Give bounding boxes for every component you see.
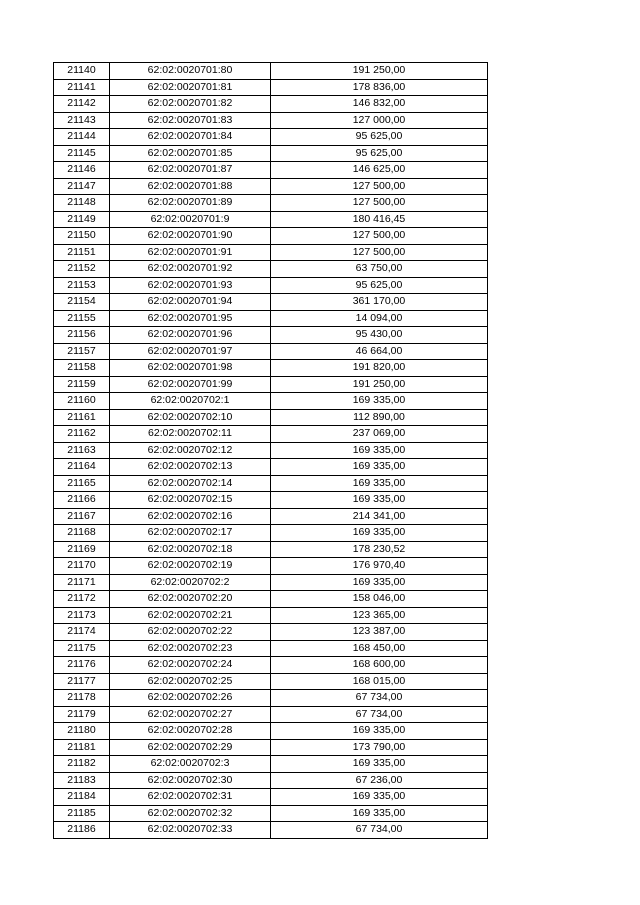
- table-row: [54, 442, 488, 459]
- row-number-cell: 21183: [54, 772, 110, 789]
- cadastral-number-cell: 62:02:0020701:83: [110, 112, 271, 129]
- cadastral-value-cell: 67 734,00: [271, 706, 488, 723]
- table-row: [54, 228, 488, 245]
- row-number-cell: 21156: [54, 327, 110, 344]
- table-row: [54, 79, 488, 96]
- table-row: [54, 162, 488, 179]
- cadastral-number-cell: 62:02:0020702:14: [110, 475, 271, 492]
- row-number-cell: 21158: [54, 360, 110, 377]
- cadastral-number-cell: 62:02:0020701:99: [110, 376, 271, 393]
- row-number-cell: 21141: [54, 79, 110, 96]
- table-row: [54, 409, 488, 426]
- cadastral-number-cell: 62:02:0020702:21: [110, 607, 271, 624]
- row-number-cell: 21165: [54, 475, 110, 492]
- row-number-cell: 21164: [54, 459, 110, 476]
- row-number-cell: 21153: [54, 277, 110, 294]
- cadastral-value-cell: 169 335,00: [271, 393, 488, 410]
- cadastral-value-cell: 169 335,00: [271, 475, 488, 492]
- cadastral-value-cell: 237 069,00: [271, 426, 488, 443]
- row-number-cell: 21176: [54, 657, 110, 674]
- table-row: [54, 426, 488, 443]
- row-number-cell: 21142: [54, 96, 110, 113]
- table-row: [54, 508, 488, 525]
- table-row: [54, 277, 488, 294]
- table-row: [54, 327, 488, 344]
- cadastral-value-cell: 63 750,00: [271, 261, 488, 278]
- cadastral-value-cell: 169 335,00: [271, 756, 488, 773]
- cadastral-value-cell: 168 600,00: [271, 657, 488, 674]
- cadastral-number-cell: 62:02:0020702:16: [110, 508, 271, 525]
- cadastral-value-cell: 178 230,52: [271, 541, 488, 558]
- cadastral-value-cell: 214 341,00: [271, 508, 488, 525]
- row-number-cell: 21184: [54, 789, 110, 806]
- table-row: [54, 360, 488, 377]
- table-row: [54, 63, 488, 80]
- table-row: [54, 145, 488, 162]
- cadastral-number-cell: 62:02:0020702:30: [110, 772, 271, 789]
- cadastral-value-cell: 169 335,00: [271, 525, 488, 542]
- cadastral-number-cell: 62:02:0020702:29: [110, 739, 271, 756]
- cadastral-value-table: [53, 62, 488, 839]
- cadastral-number-cell: 62:02:0020701:82: [110, 96, 271, 113]
- row-number-cell: 21145: [54, 145, 110, 162]
- cadastral-number-cell: 62:02:0020701:81: [110, 79, 271, 96]
- row-number-cell: 21157: [54, 343, 110, 360]
- table-row: [54, 640, 488, 657]
- table-row: [54, 591, 488, 608]
- table-row: [54, 244, 488, 261]
- row-number-cell: 21152: [54, 261, 110, 278]
- cadastral-number-cell: 62:02:0020702:23: [110, 640, 271, 657]
- cadastral-value-cell: 67 734,00: [271, 690, 488, 707]
- cadastral-number-cell: 62:02:0020701:87: [110, 162, 271, 179]
- table-row: [54, 706, 488, 723]
- row-number-cell: 21185: [54, 805, 110, 822]
- row-number-cell: 21170: [54, 558, 110, 575]
- cadastral-value-cell: 127 500,00: [271, 228, 488, 245]
- cadastral-value-cell: 169 335,00: [271, 789, 488, 806]
- row-number-cell: 21167: [54, 508, 110, 525]
- cadastral-value-cell: 191 250,00: [271, 376, 488, 393]
- cadastral-number-cell: 62:02:0020701:80: [110, 63, 271, 80]
- table-row: [54, 624, 488, 641]
- cadastral-number-cell: 62:02:0020702:11: [110, 426, 271, 443]
- cadastral-value-cell: 173 790,00: [271, 739, 488, 756]
- cadastral-value-cell: 146 832,00: [271, 96, 488, 113]
- cadastral-number-cell: 62:02:0020701:97: [110, 343, 271, 360]
- cadastral-value-cell: 67 236,00: [271, 772, 488, 789]
- table-row: [54, 657, 488, 674]
- cadastral-number-cell: 62:02:0020701:96: [110, 327, 271, 344]
- row-number-cell: 21148: [54, 195, 110, 212]
- table-row: [54, 310, 488, 327]
- row-number-cell: 21144: [54, 129, 110, 146]
- cadastral-value-cell: 146 625,00: [271, 162, 488, 179]
- cadastral-value-cell: 176 970,40: [271, 558, 488, 575]
- table-row: [54, 574, 488, 591]
- table-row: [54, 376, 488, 393]
- table-row: [54, 492, 488, 509]
- cadastral-number-cell: 62:02:0020701:95: [110, 310, 271, 327]
- row-number-cell: 21182: [54, 756, 110, 773]
- cadastral-value-cell: 95 625,00: [271, 277, 488, 294]
- table-row: [54, 772, 488, 789]
- table-row: [54, 178, 488, 195]
- table-row: [54, 475, 488, 492]
- cadastral-number-cell: 62:02:0020702:18: [110, 541, 271, 558]
- table-row: [54, 294, 488, 311]
- cadastral-value-cell: 169 335,00: [271, 805, 488, 822]
- cadastral-value-cell: 168 450,00: [271, 640, 488, 657]
- row-number-cell: 21171: [54, 574, 110, 591]
- table-row: [54, 195, 488, 212]
- cadastral-number-cell: 62:02:0020702:25: [110, 673, 271, 690]
- cadastral-value-cell: 67 734,00: [271, 822, 488, 839]
- cadastral-number-cell: 62:02:0020702:31: [110, 789, 271, 806]
- table-row: [54, 739, 488, 756]
- row-number-cell: 21166: [54, 492, 110, 509]
- row-number-cell: 21186: [54, 822, 110, 839]
- table-row: [54, 822, 488, 839]
- cadastral-number-cell: 62:02:0020702:26: [110, 690, 271, 707]
- row-number-cell: 21173: [54, 607, 110, 624]
- cadastral-value-cell: 127 000,00: [271, 112, 488, 129]
- row-number-cell: 21155: [54, 310, 110, 327]
- cadastral-number-cell: 62:02:0020702:17: [110, 525, 271, 542]
- cadastral-number-cell: 62:02:0020701:89: [110, 195, 271, 212]
- cadastral-value-cell: 123 365,00: [271, 607, 488, 624]
- cadastral-number-cell: 62:02:0020702:32: [110, 805, 271, 822]
- cadastral-value-cell: 14 094,00: [271, 310, 488, 327]
- row-number-cell: 21177: [54, 673, 110, 690]
- table-row: [54, 96, 488, 113]
- table-row: [54, 690, 488, 707]
- table-row: [54, 261, 488, 278]
- table-row: [54, 129, 488, 146]
- row-number-cell: 21150: [54, 228, 110, 245]
- row-number-cell: 21154: [54, 294, 110, 311]
- cadastral-number-cell: 62:02:0020701:91: [110, 244, 271, 261]
- cadastral-number-cell: 62:02:0020702:22: [110, 624, 271, 641]
- cadastral-number-cell: 62:02:0020701:92: [110, 261, 271, 278]
- row-number-cell: 21172: [54, 591, 110, 608]
- cadastral-value-cell: 46 664,00: [271, 343, 488, 360]
- row-number-cell: 21146: [54, 162, 110, 179]
- cadastral-number-cell: 62:02:0020701:9: [110, 211, 271, 228]
- row-number-cell: 21168: [54, 525, 110, 542]
- row-number-cell: 21175: [54, 640, 110, 657]
- cadastral-number-cell: 62:02:0020701:94: [110, 294, 271, 311]
- cadastral-value-cell: 95 430,00: [271, 327, 488, 344]
- table-row: [54, 756, 488, 773]
- row-number-cell: 21149: [54, 211, 110, 228]
- cadastral-number-cell: 62:02:0020702:20: [110, 591, 271, 608]
- table-row: [54, 558, 488, 575]
- table-body: [54, 63, 488, 839]
- row-number-cell: 21140: [54, 63, 110, 80]
- cadastral-number-cell: 62:02:0020702:1: [110, 393, 271, 410]
- cadastral-number-cell: 62:02:0020701:93: [110, 277, 271, 294]
- cadastral-number-cell: 62:02:0020702:19: [110, 558, 271, 575]
- table-row: [54, 393, 488, 410]
- cadastral-value-cell: 178 836,00: [271, 79, 488, 96]
- table-row: [54, 607, 488, 624]
- cadastral-number-cell: 62:02:0020702:33: [110, 822, 271, 839]
- cadastral-value-cell: 169 335,00: [271, 723, 488, 740]
- cadastral-number-cell: 62:02:0020701:85: [110, 145, 271, 162]
- row-number-cell: 21143: [54, 112, 110, 129]
- cadastral-value-cell: 169 335,00: [271, 459, 488, 476]
- row-number-cell: 21174: [54, 624, 110, 641]
- table-row: [54, 525, 488, 542]
- cadastral-number-cell: 62:02:0020701:84: [110, 129, 271, 146]
- cadastral-value-cell: 191 250,00: [271, 63, 488, 80]
- cadastral-value-cell: 168 015,00: [271, 673, 488, 690]
- table-row: [54, 112, 488, 129]
- cadastral-number-cell: 62:02:0020702:3: [110, 756, 271, 773]
- cadastral-value-cell: 95 625,00: [271, 145, 488, 162]
- row-number-cell: 21147: [54, 178, 110, 195]
- row-number-cell: 21163: [54, 442, 110, 459]
- table-row: [54, 723, 488, 740]
- row-number-cell: 21178: [54, 690, 110, 707]
- cadastral-value-cell: 169 335,00: [271, 492, 488, 509]
- cadastral-value-cell: 169 335,00: [271, 574, 488, 591]
- cadastral-value-cell: 127 500,00: [271, 178, 488, 195]
- cadastral-number-cell: 62:02:0020702:13: [110, 459, 271, 476]
- cadastral-value-cell: 112 890,00: [271, 409, 488, 426]
- cadastral-value-cell: 361 170,00: [271, 294, 488, 311]
- table-row: [54, 459, 488, 476]
- table-row: [54, 541, 488, 558]
- row-number-cell: 21169: [54, 541, 110, 558]
- cadastral-number-cell: 62:02:0020702:10: [110, 409, 271, 426]
- cadastral-value-cell: 127 500,00: [271, 244, 488, 261]
- table-row: [54, 343, 488, 360]
- row-number-cell: 21161: [54, 409, 110, 426]
- row-number-cell: 21162: [54, 426, 110, 443]
- cadastral-value-cell: 158 046,00: [271, 591, 488, 608]
- cadastral-value-cell: 95 625,00: [271, 129, 488, 146]
- cadastral-number-cell: 62:02:0020702:12: [110, 442, 271, 459]
- row-number-cell: 21181: [54, 739, 110, 756]
- table-row: [54, 805, 488, 822]
- row-number-cell: 21159: [54, 376, 110, 393]
- cadastral-number-cell: 62:02:0020701:90: [110, 228, 271, 245]
- cadastral-number-cell: 62:02:0020701:88: [110, 178, 271, 195]
- cadastral-value-cell: 123 387,00: [271, 624, 488, 641]
- row-number-cell: 21179: [54, 706, 110, 723]
- cadastral-number-cell: 62:02:0020702:28: [110, 723, 271, 740]
- row-number-cell: 21160: [54, 393, 110, 410]
- table-row: [54, 211, 488, 228]
- cadastral-value-cell: 180 416,45: [271, 211, 488, 228]
- cadastral-number-cell: 62:02:0020702:27: [110, 706, 271, 723]
- row-number-cell: 21180: [54, 723, 110, 740]
- table-row: [54, 789, 488, 806]
- cadastral-number-cell: 62:02:0020702:24: [110, 657, 271, 674]
- cadastral-number-cell: 62:02:0020701:98: [110, 360, 271, 377]
- table-row: [54, 673, 488, 690]
- cadastral-value-cell: 127 500,00: [271, 195, 488, 212]
- cadastral-number-cell: 62:02:0020702:15: [110, 492, 271, 509]
- row-number-cell: 21151: [54, 244, 110, 261]
- cadastral-number-cell: 62:02:0020702:2: [110, 574, 271, 591]
- cadastral-value-cell: 191 820,00: [271, 360, 488, 377]
- cadastral-value-cell: 169 335,00: [271, 442, 488, 459]
